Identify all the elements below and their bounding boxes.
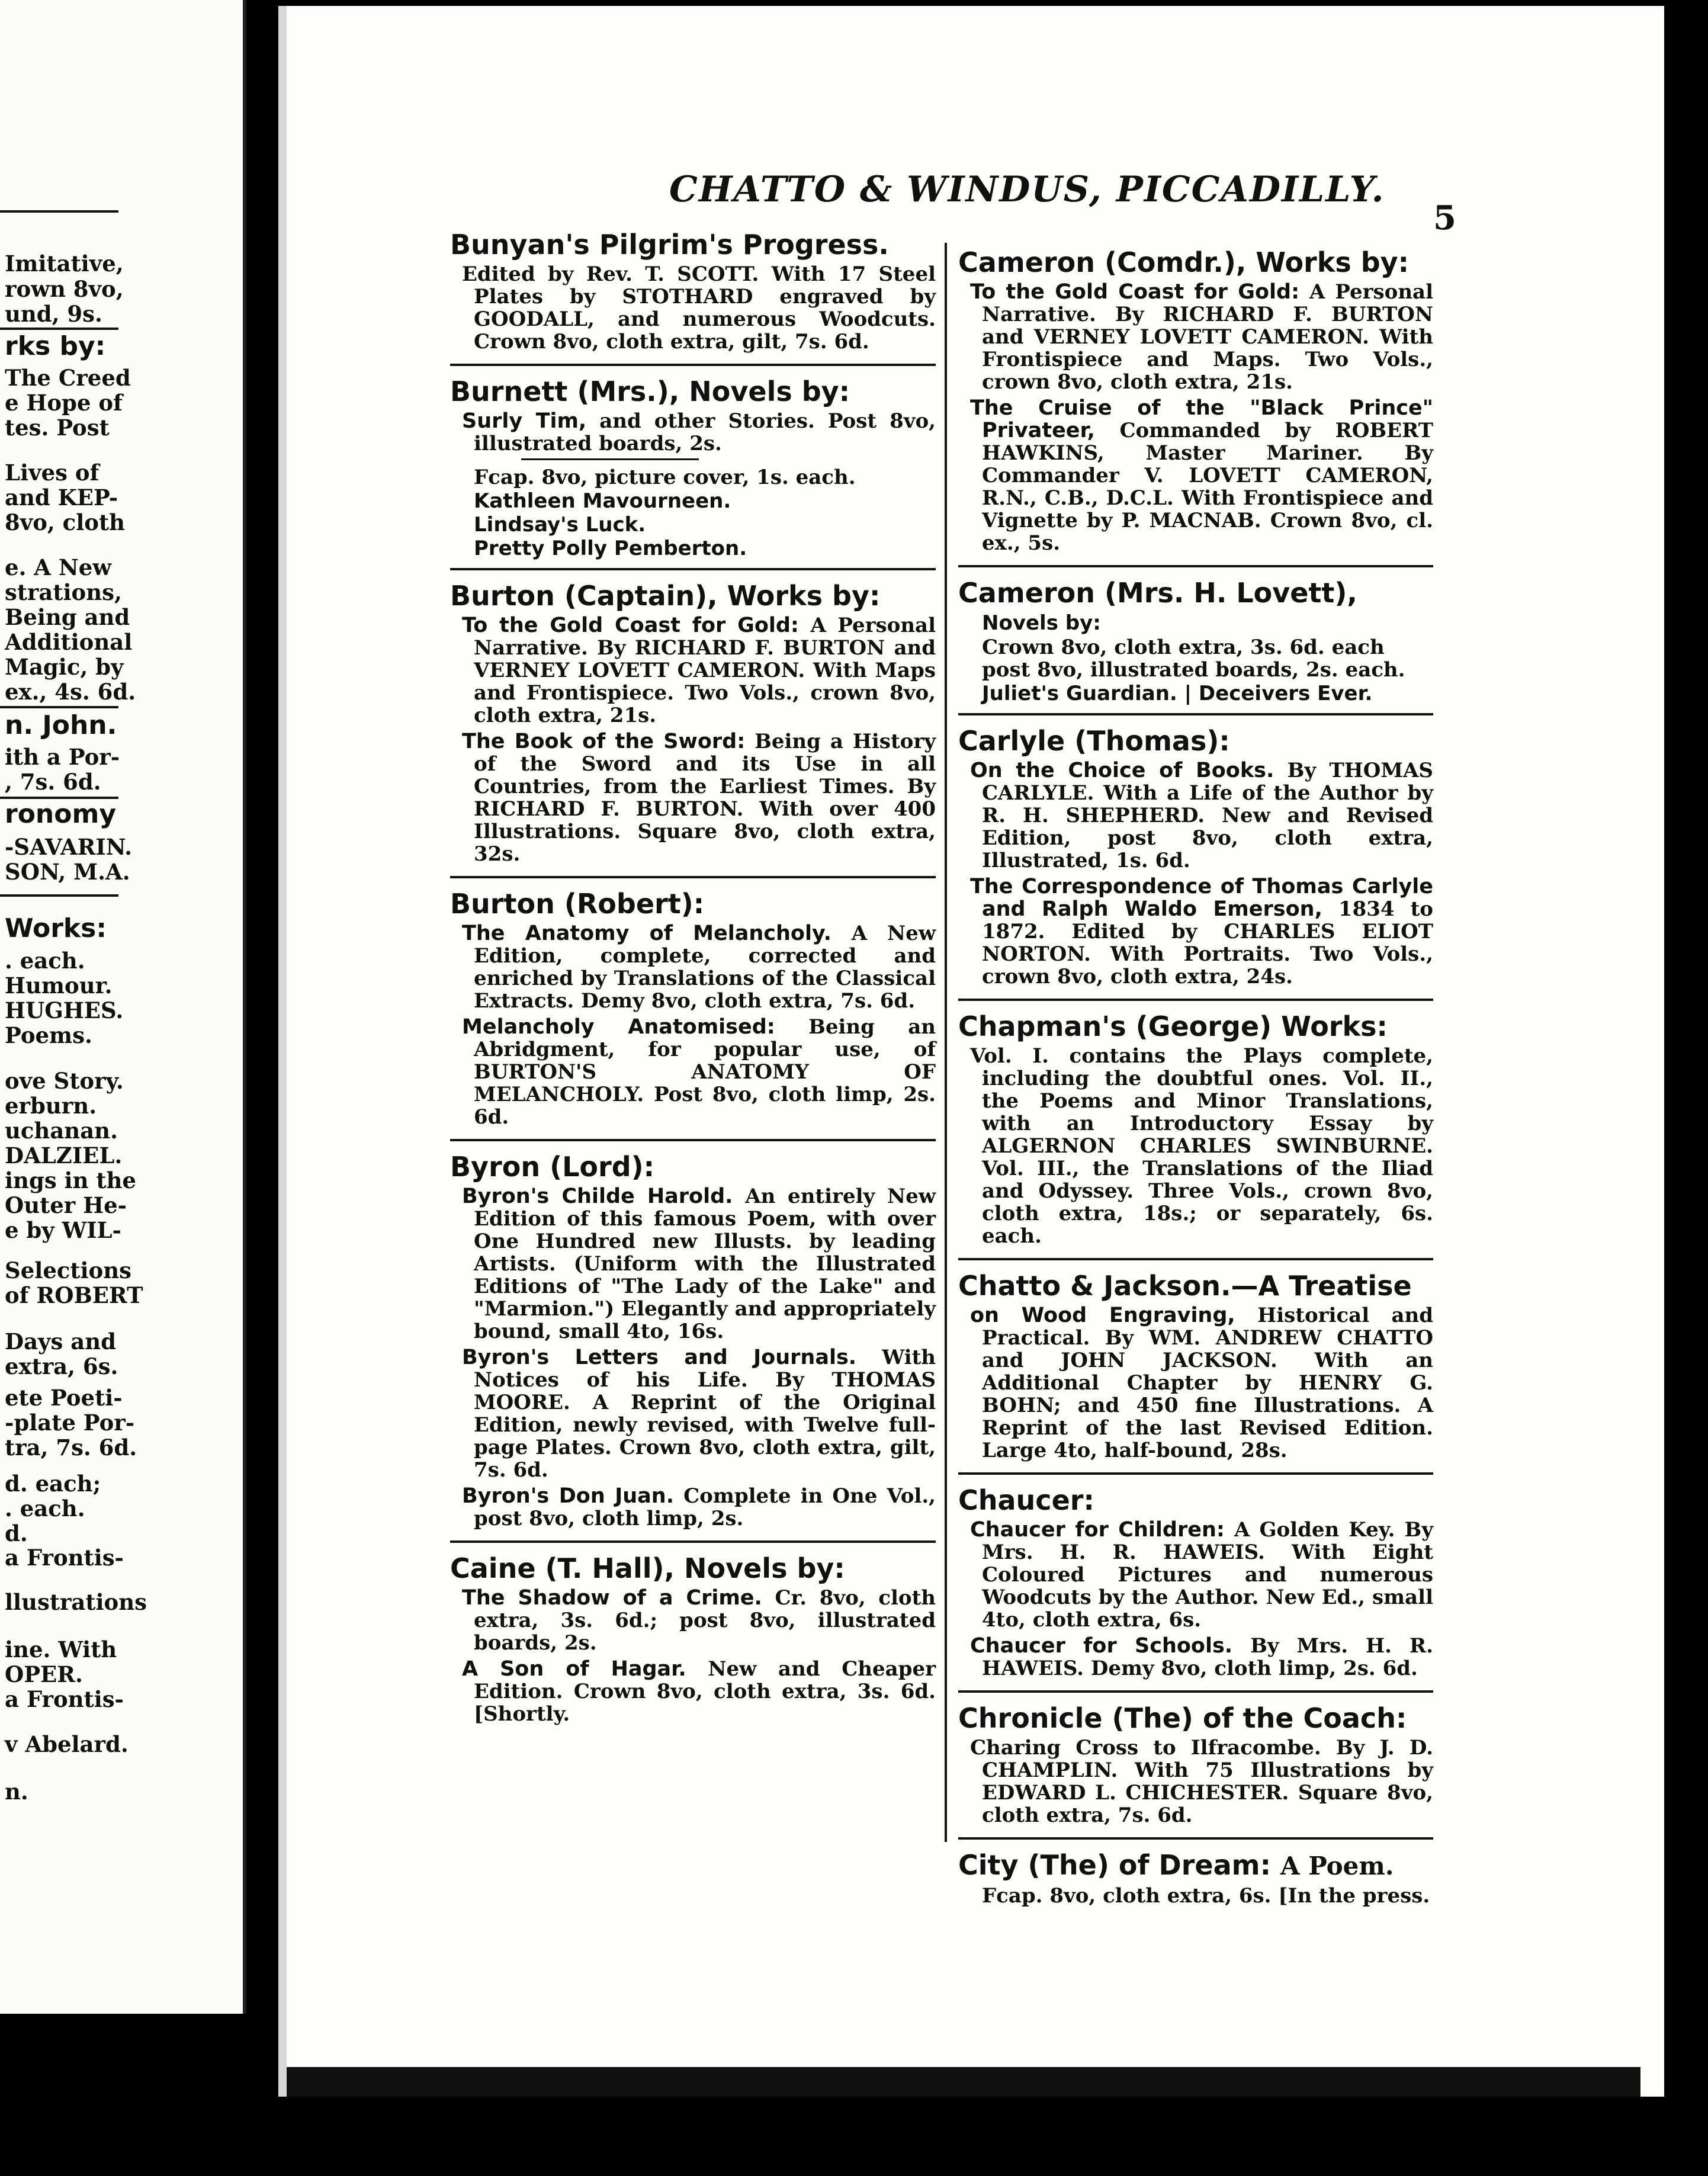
book-description: Being a History of the Sword and its Use in all Countries, from the Earliest Times. By RICHARD F. BURTON. With over 400 Illustrations. Square 8vo, cloth extra, 32s. [474, 730, 936, 866]
entry-heading: Cameron (Mrs. H. Lovett), [958, 577, 1357, 609]
entry-city [958, 1846, 1433, 1915]
left-line: e Hope of [5, 390, 123, 416]
book-title: Pretty Polly Pemberton. [474, 537, 747, 560]
left-line: und, 9s. [5, 301, 102, 327]
book-item [450, 922, 936, 1012]
left-line: of ROBERT [5, 1282, 143, 1308]
book-item [450, 1016, 936, 1128]
book-title: The Cruise of the "Black Prince" Privateer, [970, 396, 1433, 442]
book-description: Complete in One Vol., post 8vo, cloth limp, 2s. [474, 1484, 936, 1530]
book-title: Chaucer for Children: [970, 1518, 1225, 1542]
entry-heading: Chatto & Jackson.—A Treatise [958, 1270, 1412, 1302]
book-item [958, 1635, 1433, 1680]
book-description: A New Edition, complete, corrected and enriched by Translations of the Classical Extracts. Demy 8vo, cloth extra, 7s. 6d. [474, 922, 936, 1013]
left-line: Works: [5, 913, 107, 943]
entry-caine [450, 1549, 936, 1736]
left-line: tra, 7s. 6d. [5, 1434, 137, 1461]
book-title: Byron's Childe Harold. [462, 1185, 733, 1208]
left-line: Days and [5, 1328, 117, 1355]
book-title: To the Gold Coast for Gold: [462, 614, 799, 637]
left-line: a Frontis- [5, 1545, 124, 1571]
book-title: The Shadow of a Crime. [462, 1586, 762, 1610]
left-line: n. John. [5, 710, 117, 740]
book-description: Commanded by ROBERT HAWKINS, Master Mariner. By Commander V. LOVETT CAMERON, R.N., C.B., D.C.L. With Frontispiece and Vignette by P. MACNAB. Crown 8vo, cl. ex., 5s. [982, 419, 1433, 555]
entry-heading-tail: A Poem. [1280, 1851, 1394, 1880]
left-column [450, 225, 936, 1742]
book-description: Being an Abridgment, for popular use, of BURTON'S ANATOMY OF MELANCHOLY. Post 8vo, cloth limp, 2s. 6d. [474, 1015, 936, 1129]
entry-chatto-jackson [958, 1266, 1433, 1475]
book-description: By THOMAS CARLYLE. With a Life of the Author by R. H. SHEPHERD. New and Revised Edition, post 8vo, cloth extra, Illustrated, 1s. 6d. [982, 759, 1433, 872]
book-title: Surly Tim, [462, 409, 587, 433]
left-rule [0, 328, 118, 330]
book-title: On the Choice of Books. [970, 759, 1274, 782]
entry-carlyle [958, 721, 1433, 1001]
left-line: tes. Post [5, 415, 110, 441]
left-line: Poems. [5, 1022, 92, 1048]
left-line: The Creed [5, 365, 131, 391]
left-rule [0, 210, 118, 213]
entry-byron [450, 1147, 936, 1543]
left-line: OPER. [5, 1661, 83, 1687]
entry-heading: Caine (T. Hall), Novels by: [450, 1552, 845, 1584]
book-title: The Correspondence of Thomas Carlyle and Ralph Waldo Emerson, [970, 875, 1433, 921]
book-description: New and Cheaper Edition. Crown 8vo, cloth extra, 3s. 6d. [Shortly. [474, 1657, 936, 1726]
book-description: Crown 8vo, cloth extra, 3s. 6d. each post 8vo, illustrated boards, 2s. each. [982, 636, 1405, 682]
entry-cameron-mrs [958, 573, 1433, 715]
entry-heading-row [958, 1849, 1433, 1882]
book-item [958, 1519, 1433, 1631]
book-item [958, 397, 1433, 554]
book-description: Charing Cross to Ilfracombe. By J. D. CHAMPLIN. With 75 Illustrations by EDWARD L. CHICHESTER. Square 8vo, cloth extra, 7s. 6d. [970, 1736, 1433, 1827]
entry-heading: Cameron (Comdr.), Works by: [958, 246, 1410, 278]
book-title: To the Gold Coast for Gold: [970, 280, 1300, 304]
book-title: A Son of Hagar. [462, 1657, 686, 1681]
book-title: on Wood Engraving, [970, 1304, 1235, 1327]
left-line: e by WIL- [5, 1217, 121, 1243]
book-item [450, 1346, 936, 1481]
left-line: erburn. [5, 1093, 97, 1119]
entry-heading: Chronicle (The) of the Coach: [958, 1702, 1407, 1734]
left-line: v Abelard. [5, 1731, 129, 1757]
left-line: . each. [5, 948, 85, 974]
left-line: ronomy [5, 799, 117, 829]
left-line: , 7s. 6d. [5, 769, 101, 795]
left-line: rks by: [5, 331, 106, 361]
left-line: and KEP- [5, 484, 118, 511]
book-description: 1834 to 1872. Edited by CHARLES ELIOT NORTON. With Portraits. Two Vols., crown 8vo, cloth extra, 24s. [982, 897, 1433, 988]
entry-burnett [450, 372, 936, 570]
left-line: Magic, by [5, 654, 124, 680]
book-description: By Mrs. H. R. HAWEIS. Demy 8vo, cloth limp, 2s. 6d. [982, 1634, 1433, 1680]
entry-chronicle [958, 1699, 1433, 1840]
page-bottom-edge [287, 2067, 1640, 2097]
left-line: HUGHES. [5, 997, 124, 1023]
entry-heading: Bunyan's Pilgrim's Progress. [450, 229, 889, 261]
left-line: -SAVARIN. [5, 834, 133, 860]
entry-subheading: Novels by: [982, 611, 1101, 635]
book-item [450, 730, 936, 865]
book-description: A Golden Key. By Mrs. H. R. HAWEIS. With Eight Coloured Pictures and numerous Woodcuts by the Author. New Ed., small 4to, cloth extra, 6s. [982, 1518, 1433, 1632]
left-line: d. each; [5, 1471, 101, 1497]
left-rule [0, 706, 118, 708]
left-line: n. [5, 1779, 28, 1805]
book-description: Fcap. 8vo, cloth extra, 6s. [In the press. [982, 1884, 1430, 1908]
book-description: Vol. I. contains the Plays complete, including the doubtful ones. Vol. II., the Poems and Minor Translations, with an Introductory Essay by ALGERNON CHARLES SWINBURNE. Vol. III., the Translations of the Iliad and Odyssey. Three Vols., crown 8vo, cloth extra, 18s.; or separately, 6s. each. [970, 1044, 1433, 1248]
book-item [450, 410, 936, 455]
book-description: With Notices of his Life. By THOMAS MOORE. A Reprint of the Original Edition, newly revised, with Twelve full-page Plates. Crown 8vo, cloth extra, gilt, 7s. 6d. [474, 1346, 936, 1482]
book-item [958, 875, 1433, 988]
left-line: ete Poeti- [5, 1385, 123, 1411]
page-number: 5 [1433, 198, 1456, 238]
left-line: -plate Por- [5, 1410, 135, 1436]
left-line: ine. With [5, 1636, 117, 1663]
book-item [450, 1485, 936, 1530]
left-line: ings in the [5, 1167, 136, 1193]
left-rule [0, 894, 118, 897]
entry-heading: Burton (Robert): [450, 888, 705, 920]
entry-heading: Chapman's (George) Works: [958, 1010, 1388, 1042]
left-line: extra, 6s. [5, 1353, 118, 1379]
entry-heading: Burton (Captain), Works by: [450, 580, 881, 612]
book-description: Edited by Rev. T. SCOTT. With 17 Steel Plates by STOTHARD engraved by GOODALL, and numerous Woodcuts. Crown 8vo, cloth extra, gilt, 7s. 6d. [462, 262, 936, 354]
left-line: ove Story. [5, 1068, 124, 1094]
left-line: strations, [5, 579, 122, 605]
entry-burton-captain [450, 576, 936, 878]
book-item [958, 759, 1433, 872]
book-item [450, 614, 936, 727]
left-line: . each. [5, 1495, 85, 1522]
entry-heading: Carlyle (Thomas): [958, 725, 1230, 757]
book-description: A Personal Narrative. By RICHARD F. BURTON and VERNEY LOVETT CAMERON. With Maps and Frontispiece. Two Vols., crown 8vo, cloth extra, 21s. [474, 614, 936, 727]
left-line: uchanan. [5, 1118, 118, 1144]
left-line: SON, M.A. [5, 859, 130, 885]
left-line: Being and [5, 604, 130, 630]
entry-bunyan [450, 225, 936, 366]
format-note: Fcap. 8vo, picture cover, 1s. each. [474, 466, 856, 489]
left-line: DALZIEL. [5, 1142, 123, 1169]
book-description: An entirely New Edition of this famous Poem, with over One Hundred new Illusts. by leading Artists. (Uniform with the Illustrated Editions of "The Lady of the Lake" and "Marmion.") Elegantly and appropriately bound, small 4to, 16s. [474, 1185, 936, 1343]
left-line: Additional [5, 629, 133, 655]
entry-heading: Chaucer: [958, 1484, 1094, 1516]
left-line: 8vo, cloth [5, 509, 125, 535]
left-line: Humour. [5, 973, 113, 999]
entry-chaucer [958, 1481, 1433, 1693]
book-item [450, 1185, 936, 1343]
entry-chapman [958, 1007, 1433, 1260]
book-description: A Personal Narrative. By RICHARD F. BURTON and VERNEY LOVETT CAMERON. With Frontispiece and Maps. Two Vols., crown 8vo, cloth extra, 21s. [982, 280, 1433, 394]
left-line: rown 8vo, [5, 276, 124, 302]
left-page-fragment [0, 0, 246, 2014]
book-title: Byron's Letters and Journals. [462, 1346, 857, 1369]
left-line: ex., 4s. 6d. [5, 679, 136, 705]
left-line: Outer He- [5, 1192, 127, 1218]
entry-heading: City (The) of Dream: [958, 1849, 1271, 1881]
book-title: Juliet's Guardian. | Deceivers Ever. [982, 682, 1373, 705]
right-column [948, 243, 1433, 1921]
running-head: CHATTO & WINDUS, PICCADILLY. [669, 169, 1385, 210]
book-item [450, 1587, 936, 1654]
book-description: Cr. 8vo, cloth extra, 3s. 6d.; post 8vo, illustrated boards, 2s. [474, 1586, 936, 1655]
entry-heading: Byron (Lord): [450, 1151, 655, 1183]
book-title: Lindsay's Luck. [474, 513, 646, 537]
book-description: and other Stories. Post 8vo, illustrated boards, 2s. [474, 409, 936, 455]
left-line: llustrations [5, 1589, 147, 1615]
book-title: Melancholy Anatomised: [462, 1015, 775, 1039]
column-divider [945, 243, 947, 1842]
left-line: e. A New [5, 554, 112, 580]
book-item [450, 1658, 936, 1725]
book-title: Chaucer for Schools. [970, 1634, 1233, 1658]
left-line: a Frontis- [5, 1686, 124, 1712]
entry-burton-robert [450, 884, 936, 1141]
book-title: Kathleen Mavourneen. [474, 489, 731, 513]
book-item [958, 1304, 1433, 1462]
left-line: Lives of [5, 460, 99, 486]
entry-cameron-comdr [958, 243, 1433, 567]
left-line: ith a Por- [5, 744, 120, 770]
left-line: Imitative, [5, 251, 124, 277]
book-title: The Book of the Sword: [462, 730, 746, 753]
book-item [958, 281, 1433, 393]
entry-heading: Burnett (Mrs.), Novels by: [450, 375, 850, 407]
inner-rule [521, 458, 699, 460]
book-description: Historical and Practical. By WM. ANDREW CHATTO and JOHN JACKSON. With an Additional Chapter by HENRY G. BOHN; and 450 fine Illustrations. A Reprint of the last Revised Edition. Large 4to, half-bound, 28s. [982, 1304, 1433, 1462]
left-line: Selections [5, 1257, 131, 1283]
book-title: The Anatomy of Melancholy. [462, 922, 831, 945]
left-line: d. [5, 1520, 28, 1546]
book-title: Byron's Don Juan. [462, 1484, 674, 1508]
